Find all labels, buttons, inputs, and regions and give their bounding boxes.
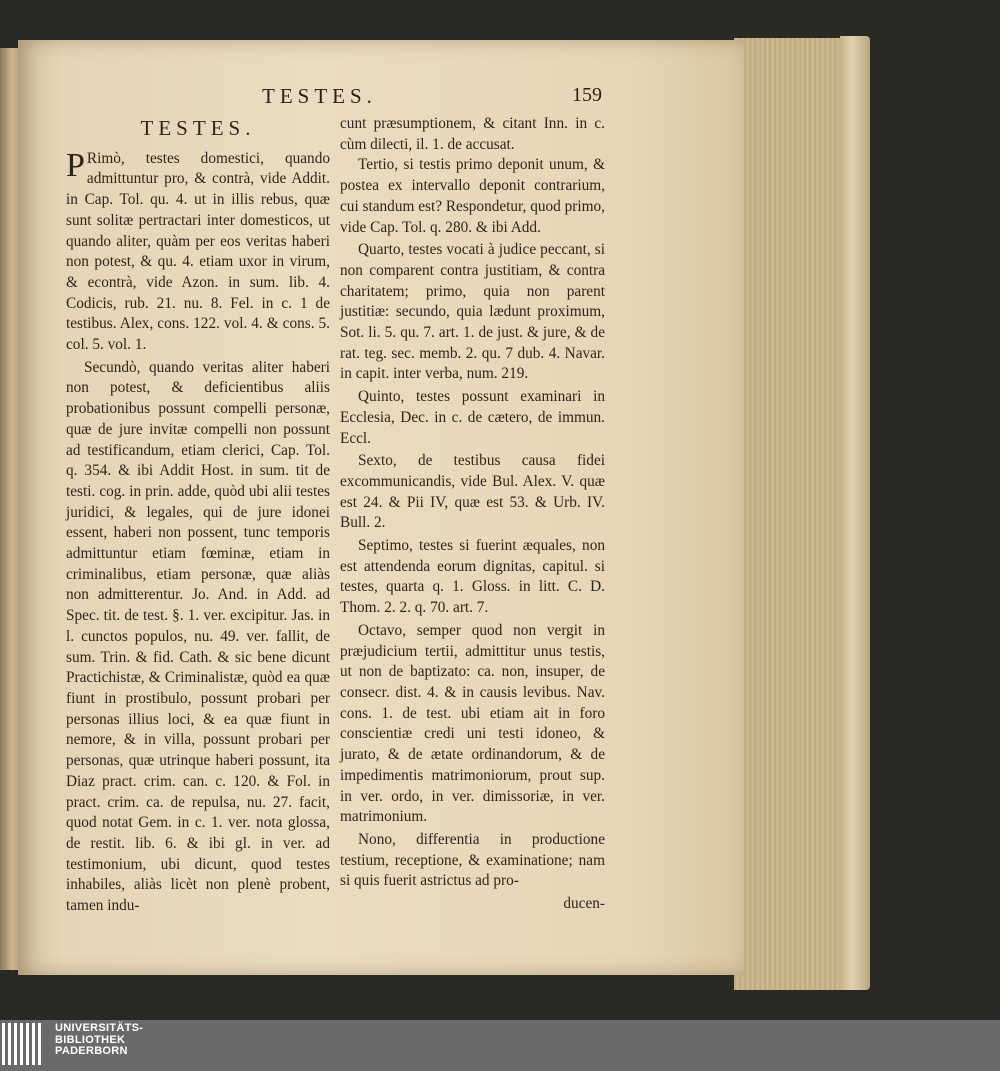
- paragraph-continuation: cunt præsumptionem, & citant Inn. in c. cùm dilecti, il. 1. de accusat.: [340, 115, 605, 153]
- paragraph: [66, 146, 330, 356]
- library-footer-bar: [0, 1020, 1000, 1071]
- section-title: TESTES.: [140, 116, 256, 140]
- paragraph: Septimo, testes si fuerint æquales, non est attendenda eorum dignitas, capitul. si testes, quarta q. 1. Gloss. in litt. C. D. Thom. 2. 2. q. 70. art. 7.: [340, 537, 605, 617]
- page-edges-block: [734, 38, 842, 990]
- library-logo-text: [55, 1023, 143, 1058]
- running-head: TESTES.: [262, 84, 377, 108]
- logo-line: PADERBORN: [55, 1045, 128, 1057]
- paragraph: Octavo, semper quod non vergit in præjudicium tertii, admittitur unus testis, ut non de baptizato: ca. non, insuper, de consecr. dist. 4. & in causis levibus. Nav. cons. 1. de test. ubi etiam ait in foro conscientiæ credi uni testi idoneo, & jurato, & de ætate ordinandorum, & de impedimentis matrimoniorum, prout sup. in ver. ordo, in ver. dimissoriæ, in ver. matrimonium.: [340, 621, 605, 826]
- book-cover-edge: [840, 36, 870, 990]
- logo-line: UNIVERSITÄTS-: [55, 1022, 144, 1034]
- paragraph: Nono, differentia in productione testium, receptione, & examinatione; nam si quis fuerit astrictus ad pro-: [340, 830, 605, 890]
- page-number: 159: [572, 84, 602, 106]
- logo-line: BIBLIOTHEK: [55, 1033, 126, 1046]
- right-column: [340, 114, 605, 915]
- paragraph: Quinto, testes possunt examinari in Ecclesia, Dec. in c. de cætero, de immun. Eccl.: [340, 388, 605, 447]
- paragraph: Secundò, quando veritas aliter haberi non potest, & deficientibus aliis probationibus possunt compelli personæ, quæ de jure invitæ compelli non possunt ad testificandum, etiam clerici, Cap. Tol. q. 354. & ibi Addit Host. in sum. tit de testi. cog. in prin. adde, quòd ubi alii testes juridici, & legales, qui de jure idonei essent, haberi non possent, tunc temporis admittuntur etiam fœminæ, etiam in criminalibus, etiam personæ, quæ aliàs non admitterentur. Jo. And. in Add. ad Spec. tit. de test. §. 1. ver. excipitur. Jas. in l. cunctos populos, nu. 49. ver. fallit, de sum. Trin. & fid. Cath. & sic bene dicunt Practichistæ, & Criminalistæ, quòd ea quæ fiunt in prostibulo, possunt probari per personas illius loci, & ea quæ fiunt in nemore, & in villa, possunt probari per personas, quæ utrinque haberi possunt, ita Diaz pract. crim. can. c. 120. & Fol. in pract. crim. ca. de repulsa, nu. 27. facit, quod notat Gem. in c. 1. ver. nota glossa, de restit. lib. 6. & ibi gl. in ver. ad testimonium, ubi dicunt, quod testes inhabiles, aliàs licèt non plenè probent, tamen indu-: [66, 358, 330, 915]
- drop-capital: P: [66, 146, 85, 184]
- left-column: [66, 114, 330, 919]
- paragraph: Quarto, testes vocati à judice peccant, si non comparent contra justitiam, & contra charitatem; primo, quia non parent justitiæ: secundo, quia lædunt proximum, Sot. li. 5. qu. 7. art. 1. de just. & jure, & de rat. teg. sec. memb. 2. qu. 7 dub. 4. Navar. in capit. inter verba, num. 219.: [340, 241, 605, 383]
- paragraph-text: Rimò, testes domestici, quando admittuntur pro, & contrà, vide Addit. in Cap. Tol. qu. 4. ut in illis rebus, quæ sunt solitæ pertractari inter domesticos, ut quando aliter, quàm per eos veritas haberi non potest, & qu. 4. etiam uxor in virum, & econtrà, vide Azon. in sum. lib. 4. Codicis, rub. 21. nu. 8. Fel. in c. 1 de testibus. Alex, cons. 122. vol. 4. & cons. 5. col. 5. vol. 1.: [66, 149, 330, 354]
- facing-page-edge: [0, 48, 20, 970]
- paragraph: Tertio, si testis primo deponit unum, & postea ex intervallo deponit contrarium, cui standum est? Respondetur, quod primo, vide Cap. Tol. q. 280. & ibi Add.: [340, 156, 605, 236]
- library-logo-icon: [2, 1023, 46, 1065]
- paragraph: Sexto, de testibus causa fidei excommunicandis, vide Bul. Alex. V. quæ est 24. & Pii IV, quæ est 53. & Urb. IV. Bull. 2.: [340, 452, 605, 532]
- catchword: ducen-: [563, 895, 605, 913]
